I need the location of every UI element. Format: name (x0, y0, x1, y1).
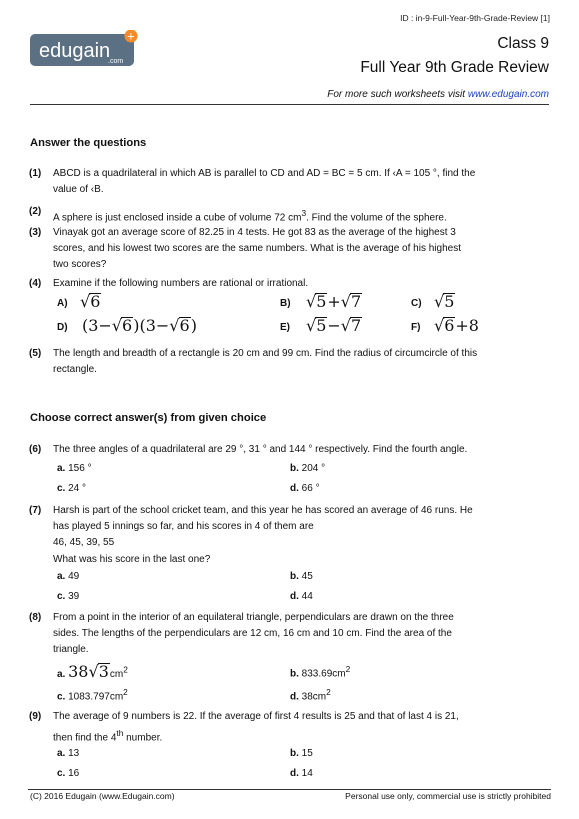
option-label: a. (57, 571, 66, 582)
logo-text: edugain (39, 40, 111, 62)
question-9-text (53, 709, 519, 747)
option-label: b. (290, 748, 299, 759)
question-number: (5) (29, 348, 42, 359)
radicand: 5 (316, 292, 327, 311)
worksheet-title: Full Year 9th Grade Review (360, 59, 549, 76)
option-value: 45 (301, 571, 313, 582)
expr-text: (3− (82, 316, 112, 335)
option-label: b. (290, 668, 299, 680)
question-line: triangle. (53, 644, 89, 656)
part-a-expression: √6 (80, 292, 101, 311)
option-label: d. (290, 768, 299, 779)
radicand: 5 (444, 292, 455, 311)
option-value: 38cm (301, 691, 327, 703)
expr-text: +8 (455, 316, 479, 335)
question-text: number. (123, 732, 163, 744)
part-label: E) (280, 322, 290, 333)
question-3-text (53, 225, 519, 274)
answer-option[interactable] (57, 663, 128, 682)
question-line: Vinayak got an average score of 82.25 in 4 tests. He got 83 as the average of the highest 3 (53, 227, 456, 238)
section-title-choice: Choose correct answer(s) from given choice (30, 412, 267, 424)
operator: − (327, 316, 341, 335)
answer-option[interactable] (290, 481, 320, 496)
option-value: 833.69cm (301, 668, 346, 680)
question-line: ABCD is a quadrilateral in which AB is parallel to CD and AD = BC = 5 cm. If ‹A = 105 °, find the (53, 168, 476, 179)
part-label: F) (411, 322, 421, 333)
footer-notice: Personal use only, commercial use is strictly prohibited (345, 791, 551, 801)
option-label: a. (57, 669, 66, 680)
answer-option[interactable] (57, 746, 79, 761)
option-label: c. (57, 591, 66, 602)
question-8-text (53, 610, 519, 659)
question-line: The length and breadth of a rectangle is 20 cm and 99 cm. Find the radius of circumcircle of this (53, 348, 478, 359)
radicand: 3 (98, 662, 109, 681)
superscript: 2 (345, 664, 351, 674)
question-number: (2) (29, 206, 42, 217)
logo-plus-icon: + (126, 31, 136, 43)
part-label: A) (57, 298, 68, 309)
answer-option[interactable] (290, 686, 331, 704)
option-value: 156 ° (68, 463, 92, 474)
expr-text: )(3− (133, 316, 170, 335)
answer-option[interactable] (57, 461, 92, 476)
section-title-answer: Answer the questions (30, 137, 147, 149)
question-text: then find the 4 (53, 732, 117, 744)
option-value: 49 (68, 571, 80, 582)
answer-option[interactable] (57, 766, 79, 781)
question-line: value of ‹B. (53, 184, 104, 196)
option-label: a. (57, 748, 66, 759)
option-value: 204 ° (301, 463, 326, 474)
question-6-text: The three angles of a quadrilateral are 29 °, 31 ° and 144 ° respectively. Find the fourth angle. (53, 444, 468, 455)
question-number: (8) (29, 612, 42, 623)
part-b-expression: √5+√7 (306, 292, 362, 311)
question-number: (9) (29, 711, 42, 722)
option-value: 66 ° (301, 483, 320, 494)
option-label: d. (290, 591, 299, 602)
radicand: 6 (122, 316, 133, 335)
radicand: 6 (179, 316, 190, 335)
coefficient: 38 (68, 662, 89, 681)
answer-option[interactable] (290, 746, 313, 761)
part-label: D) (57, 322, 68, 333)
radicand: 7 (351, 316, 362, 335)
question-text: A sphere is just enclosed inside a cube of volume 72 cm (53, 212, 302, 224)
tagline (327, 87, 549, 102)
question-text: . Find the volume of the sphere. (306, 212, 447, 224)
header-divider (30, 104, 549, 105)
question-line (53, 725, 519, 747)
option-value: 1083.797cm (68, 691, 124, 703)
question-1-text (53, 166, 519, 198)
question-line: From a point in the interior of an equilateral triangle, perpendiculars are drawn on the three (53, 612, 454, 623)
question-number: (1) (29, 168, 42, 179)
question-number: (3) (29, 227, 42, 238)
answer-option[interactable] (290, 589, 313, 604)
question-2-text (53, 205, 519, 227)
question-number: (7) (29, 505, 42, 516)
answer-option[interactable] (290, 461, 325, 476)
question-line: Harsh is part of the school cricket team, and this year he has scored an average of 46 runs. He (53, 505, 473, 516)
question-line: two scores? (53, 259, 107, 271)
question-line: scores, and his lowest two scores are the same numbers. What is the average of his highest (53, 243, 461, 255)
footer-copyright: (C) 2016 Edugain (www.Edugain.com) (30, 791, 175, 801)
tagline-prefix: For more such worksheets visit (327, 89, 468, 100)
expr-text: ) (190, 316, 197, 335)
answer-option[interactable] (57, 686, 128, 704)
part-d-expression: (3−√6)(3−√6) (82, 316, 197, 335)
option-value: 16 (68, 768, 80, 779)
option-label: c. (57, 691, 66, 703)
option-value: 24 ° (68, 483, 87, 494)
option-label: a. (57, 463, 66, 474)
question-line: rectangle. (53, 364, 97, 376)
superscript: 3 (301, 208, 307, 218)
edugain-link[interactable]: www.edugain.com (467, 89, 549, 100)
question-4-text: Examine if the following numbers are rational or irrational. (53, 278, 309, 289)
option-value: 15 (301, 748, 313, 759)
option-value: 44 (301, 591, 313, 602)
answer-option[interactable] (57, 569, 79, 584)
option-label: b. (290, 571, 299, 582)
option-label: d. (290, 483, 299, 494)
superscript: 2 (123, 664, 128, 675)
question-line: What was his score in the last one? (53, 553, 211, 565)
radicand: 6 (444, 316, 455, 335)
question-5-text (53, 346, 519, 378)
part-label: C) (411, 298, 422, 309)
logo-sub: .com (108, 58, 124, 65)
part-c-expression: √5 (434, 292, 455, 311)
option-label: b. (290, 463, 299, 474)
option-label: d. (290, 691, 299, 703)
radicand: 7 (351, 292, 362, 311)
radicand: 5 (316, 316, 327, 335)
question-line: The average of 9 numbers is 22. If the average of first 4 results is 25 and that of last 4 is 21, (53, 711, 459, 722)
question-line: has played 5 innings so far, and his scores in 4 of them are (53, 521, 314, 533)
question-line: sides. The lengths of the perpendiculars are 12 cm, 16 cm and 10 cm. Find the area of the (53, 628, 452, 640)
option-value: 14 (301, 768, 313, 779)
unit: cm (109, 669, 124, 680)
option-math: 38√3 (68, 662, 109, 681)
edugain-logo (30, 30, 138, 70)
operator: + (327, 292, 341, 311)
option-label: c. (57, 768, 66, 779)
superscript: 2 (123, 687, 128, 697)
part-f-expression: √6+8 (434, 316, 479, 335)
option-label: c. (57, 483, 66, 494)
question-number: (4) (29, 278, 42, 289)
document-id: ID : in-9-Full-Year-9th-Grade-Review [1] (400, 13, 550, 23)
answer-option[interactable] (57, 481, 86, 496)
part-label: B) (280, 298, 291, 309)
option-value: 13 (68, 748, 80, 759)
part-e-expression: √5−√7 (306, 316, 362, 335)
answer-option[interactable] (290, 569, 313, 584)
question-line: 46, 45, 39, 55 (53, 537, 115, 549)
superscript: th (116, 728, 124, 739)
superscript: 2 (326, 687, 331, 697)
question-7-text (53, 503, 519, 568)
answer-option[interactable] (290, 766, 313, 781)
option-value: 39 (68, 591, 80, 602)
question-number: (6) (29, 444, 42, 455)
answer-option[interactable] (290, 663, 350, 681)
radicand: 6 (90, 292, 101, 311)
class-title: Class 9 (497, 35, 549, 52)
answer-option[interactable] (57, 589, 79, 604)
